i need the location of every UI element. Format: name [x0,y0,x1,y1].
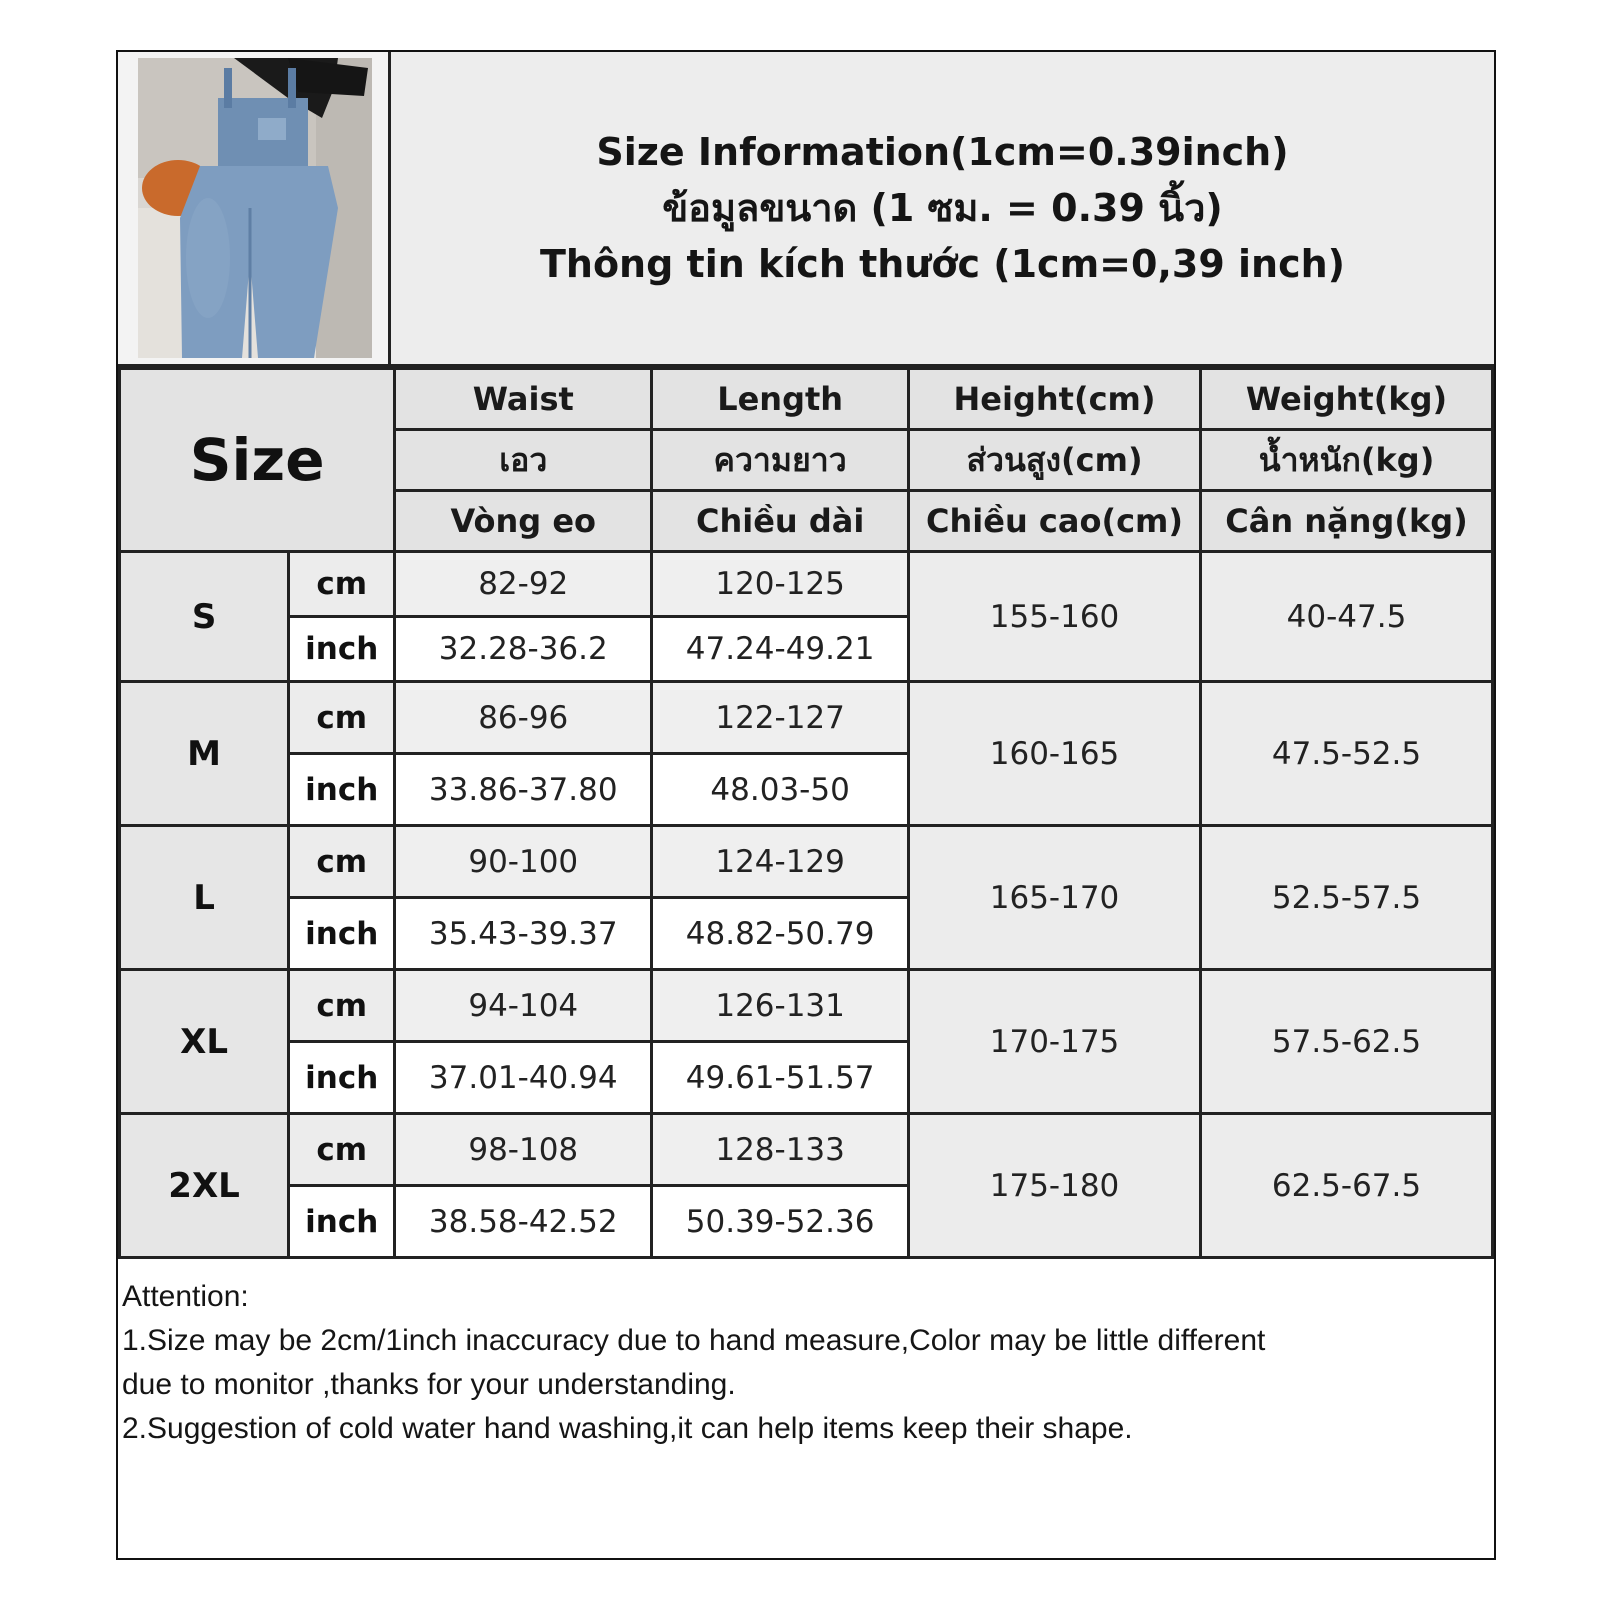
height-value: 175-180 [910,1115,1199,1256]
length-cm: 120-125 [653,553,907,615]
header-weight-th: น้ำหนัก(kg) [1202,431,1491,489]
waist-inch: 33.86-37.80 [396,755,650,824]
length-inch: 47.24-49.21 [653,618,907,680]
chart-header [118,52,1494,367]
title-thai: ข้อมูลขนาด (1 ซม. = 0.39 นิ้ว) [662,186,1223,230]
unit-inch: inch [290,1187,393,1256]
size-table [118,367,1494,1259]
weight-value: 52.5-57.5 [1202,827,1491,968]
waist-cm: 82-92 [396,553,650,615]
size-label: S [121,553,287,680]
attention-notes [122,1275,1482,1451]
notes-line-1: 1.Size may be 2cm/1inch inaccuracy due to hand measure,Color may be little different [122,1324,1266,1357]
waist-cm: 94-104 [396,971,650,1040]
header-length-en: Length [653,370,907,428]
notes-line-2: due to monitor ,thanks for your understanding. [122,1368,736,1401]
waist-inch: 38.58-42.52 [396,1187,650,1256]
header-weight-vi: Cân nặng(kg) [1202,492,1491,550]
unit-cm: cm [290,827,393,896]
unit-cm: cm [290,1115,393,1184]
weight-value: 57.5-62.5 [1202,971,1491,1112]
denim-overalls-photo [138,58,372,358]
table-row [121,683,1491,752]
unit-inch: inch [290,618,393,680]
title-english: Size Information(1cm=0.39inch) [596,130,1289,174]
size-header: Size [121,370,393,550]
length-inch: 48.82-50.79 [653,899,907,968]
size-label: M [121,683,287,824]
height-value: 160-165 [910,683,1199,824]
size-label: 2XL [121,1115,287,1256]
unit-cm: cm [290,553,393,615]
length-cm: 122-127 [653,683,907,752]
header-waist-vi: Vòng eo [396,492,650,550]
table-row [121,1115,1491,1184]
length-cm: 124-129 [653,827,907,896]
waist-inch: 32.28-36.2 [396,618,650,680]
weight-value: 40-47.5 [1202,553,1491,680]
waist-inch: 37.01-40.94 [396,1043,650,1112]
size-chart [116,50,1496,1560]
height-value: 155-160 [910,553,1199,680]
header-waist-en: Waist [396,370,650,428]
size-label: L [121,827,287,968]
unit-cm: cm [290,683,393,752]
header-waist-th: เอว [396,431,650,489]
unit-cm: cm [290,971,393,1040]
header-weight-en: Weight(kg) [1202,370,1491,428]
table-row [121,827,1491,896]
title-cell [391,52,1494,364]
length-inch: 48.03-50 [653,755,907,824]
weight-value: 62.5-67.5 [1202,1115,1491,1256]
unit-inch: inch [290,1043,393,1112]
unit-inch: inch [290,755,393,824]
waist-cm: 90-100 [396,827,650,896]
height-value: 170-175 [910,971,1199,1112]
length-inch: 49.61-51.57 [653,1043,907,1112]
length-inch: 50.39-52.36 [653,1187,907,1256]
waist-inch: 35.43-39.37 [396,899,650,968]
notes-line-3: 2.Suggestion of cold water hand washing,it can help items keep their shape. [122,1412,1133,1445]
header-height-vi: Chiều cao(cm) [910,492,1199,550]
notes-heading: Attention: [122,1280,249,1313]
height-value: 165-170 [910,827,1199,968]
length-cm: 128-133 [653,1115,907,1184]
size-label: XL [121,971,287,1112]
weight-value: 47.5-52.5 [1202,683,1491,824]
header-height-en: Height(cm) [910,370,1199,428]
header-height-th: ส่วนสูง(cm) [910,431,1199,489]
waist-cm: 98-108 [396,1115,650,1184]
photo-cell [118,52,391,364]
table-row [121,971,1491,1040]
title-vietnamese: Thông tin kích thước (1cm=0,39 inch) [539,242,1346,286]
header-length-th: ความยาว [653,431,907,489]
waist-cm: 86-96 [396,683,650,752]
header-length-vi: Chiều dài [653,492,907,550]
unit-inch: inch [290,899,393,968]
length-cm: 126-131 [653,971,907,1040]
table-row [121,553,1491,615]
